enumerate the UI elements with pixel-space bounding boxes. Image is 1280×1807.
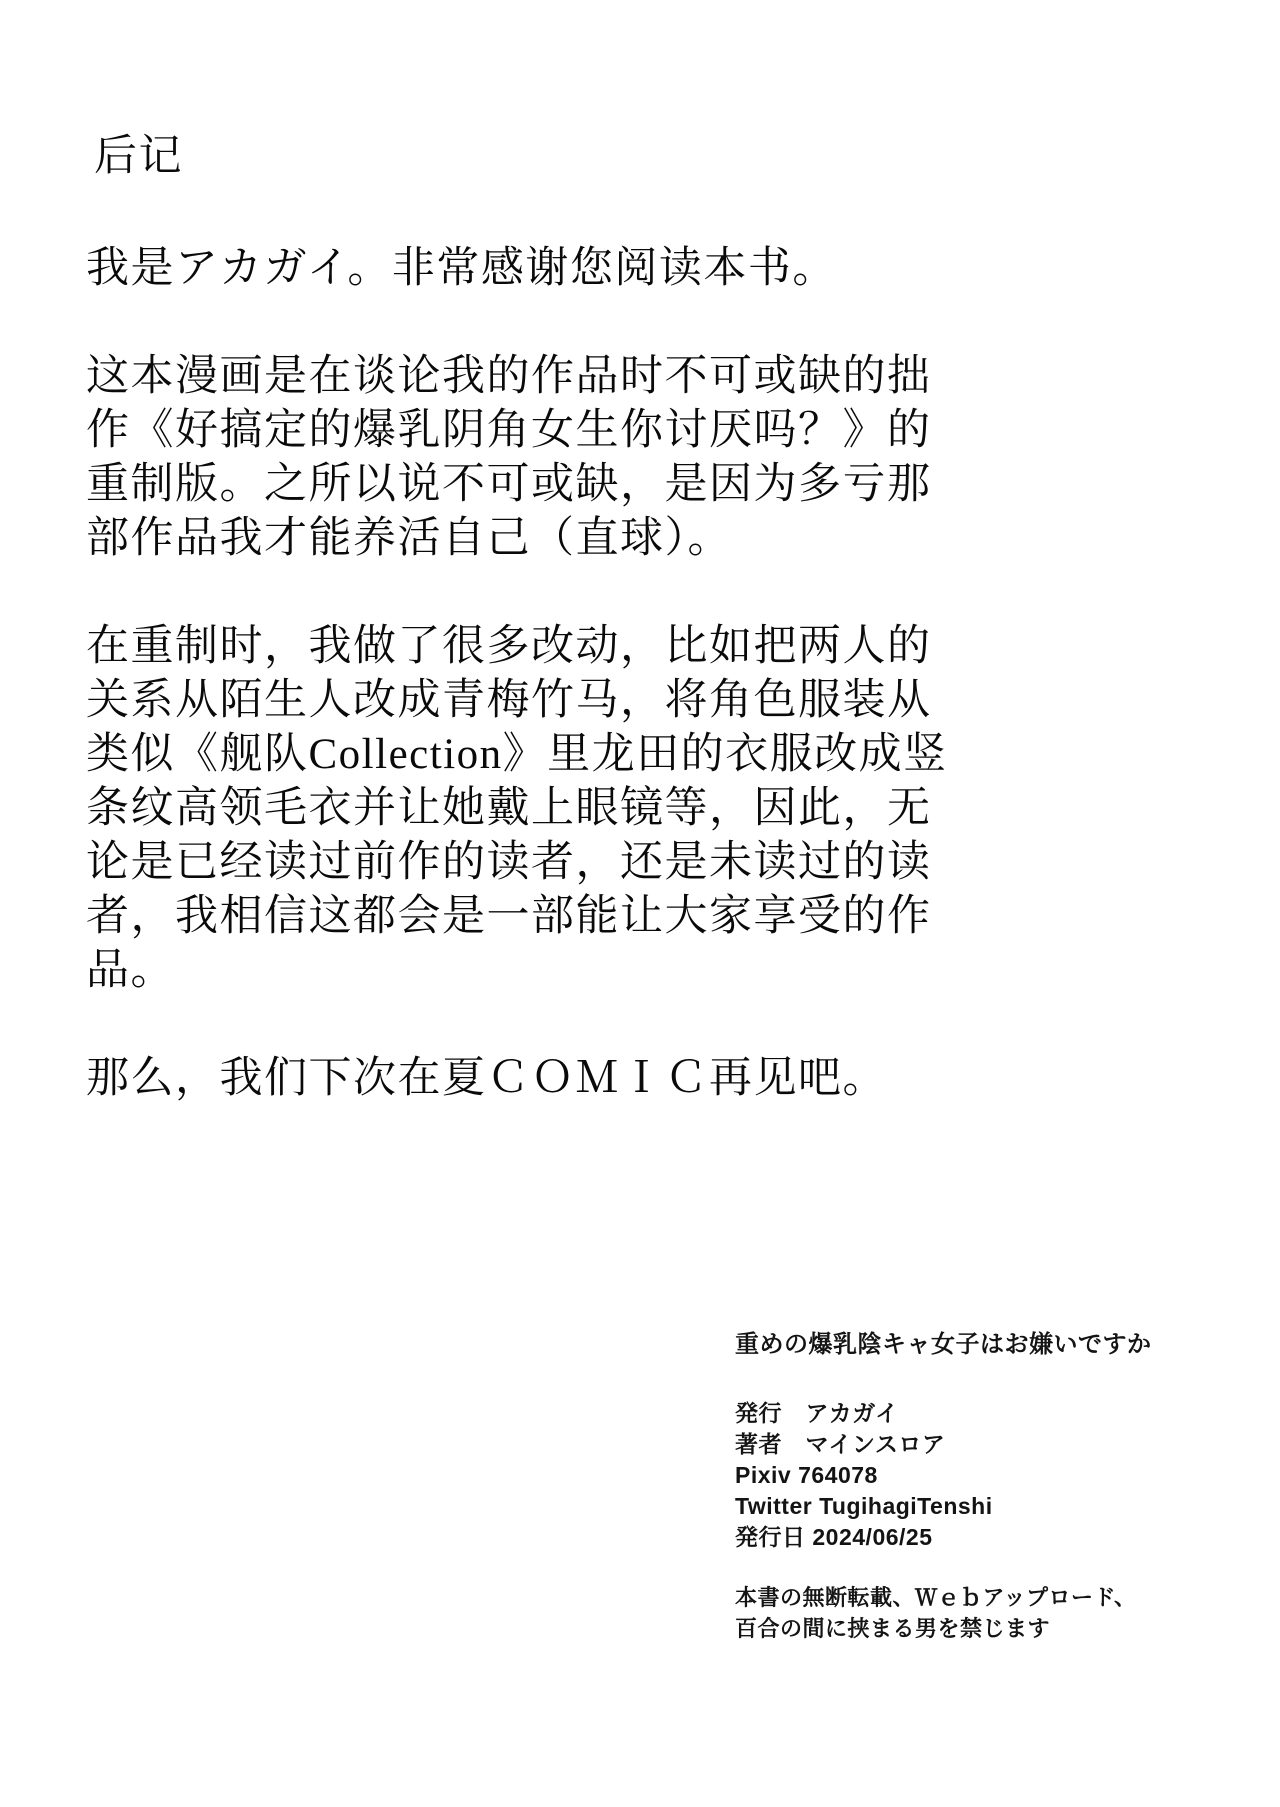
paragraph-line: 作《好搞定的爆乳阴角女生你讨厌吗？》的 <box>86 407 932 454</box>
publish-date-line: 発行日 2024/06/25 <box>735 1524 933 1550</box>
paragraph-line: 类似《舰队Collection》里龙田的衣服改成竖 <box>86 731 948 778</box>
colophon-info <box>735 1398 1205 1553</box>
afterword-paragraph-greeting <box>86 242 1026 296</box>
paragraph-line: 这本漫画是在谈论我的作品时不可或缺的拙 <box>86 353 932 400</box>
paragraph-line: 我是アカガイ。非常感谢您阅读本书。 <box>86 245 837 292</box>
paragraph-line: 关系从陌生人改成青梅竹马，将角色服装从 <box>86 677 932 724</box>
author-line: 著者 マインスロア <box>735 1431 946 1457</box>
colophon <box>735 1330 1205 1644</box>
paragraph-line: 论是已经读过前作的读者，还是未读过的读 <box>86 839 932 886</box>
afterword-paragraph-remake-origin <box>86 350 1026 566</box>
pixiv-line: Pixiv 764078 <box>735 1462 878 1488</box>
disclaimer <box>735 1582 1205 1644</box>
paragraph-line: 在重制时，我做了很多改动，比如把两人的 <box>86 623 932 670</box>
twitter-line: Twitter TugihagiTenshi <box>735 1493 993 1519</box>
afterword-paragraph-changes <box>86 620 1026 998</box>
book-title: 重めの爆乳陰キャ女子はお嫌いですか <box>735 1331 1152 1358</box>
paragraph-line: 者，我相信这都会是一部能让大家享受的作 <box>86 893 932 940</box>
paragraph-line: 条纹高领毛衣并让她戴上眼镜等，因此，无 <box>86 785 932 832</box>
disclaimer-line: 百合の間に挟まる男を禁じます <box>735 1616 1051 1641</box>
disclaimer-line: 本書の無断転載、Ｗｅｂアップロード、 <box>735 1585 1137 1610</box>
paragraph-line: 那么，我们下次在夏ＣＯＭＩＣ再见吧。 <box>86 1055 887 1102</box>
paragraph-line: 重制版。之所以说不可或缺，是因为多亏那 <box>86 461 932 508</box>
afterword-heading: 后记 <box>94 133 183 180</box>
afterword-body <box>86 130 1026 1106</box>
paragraph-line: 部作品我才能养活自己（直球）。 <box>86 515 732 562</box>
afterword-paragraph-farewell <box>86 1052 1026 1106</box>
publisher-line: 発行 アカガイ <box>735 1400 899 1426</box>
paragraph-line: 品。 <box>86 947 175 994</box>
